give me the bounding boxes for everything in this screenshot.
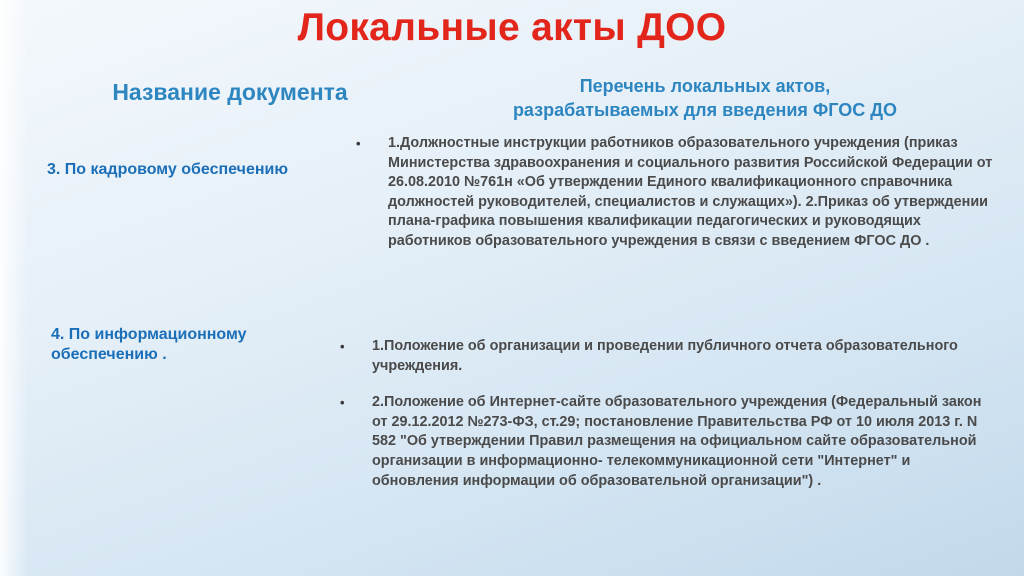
column-header-document-name: Название документа: [112, 79, 348, 105]
list-item: [340, 393, 1000, 491]
bullet-icon: •: [340, 395, 345, 411]
list-item: [340, 337, 1000, 376]
list-item-text: 1.Должностные инструкции работников образовательного учреждения (приказ Министерства здравоохранения и социального развития Российской Федерации от 26.08.2010 №761н «Об утверждении Единого квалификационного справочника должностей руководителей, специалистов и служащих»). 2.Приказ об утверждении плана-графика повышения квалификации педагогических и руководящих работников образовательного учреждения в связи с введением ФГОС ДО .: [388, 135, 993, 249]
staffing-acts-list: [356, 134, 1006, 252]
bullet-icon: •: [340, 339, 345, 354]
section-label-staffing: 3. По кадровому обеспечению: [47, 161, 289, 178]
column-header-line: Перечень локальных актов,: [579, 76, 831, 96]
list-item-text: 1.Положение об организации и проведении публичного отчета образовательного учреждения.: [372, 338, 958, 374]
bullet-icon: •: [356, 136, 361, 151]
section-label-information: 4. По информационному обеспечению .: [51, 326, 247, 363]
column-header-line: разрабатываемых для введения ФГОС ДО: [512, 100, 898, 120]
column-header-local-acts: [450, 74, 960, 122]
slide-edge-highlight: [0, 0, 28, 576]
list-item: [356, 134, 1006, 252]
list-item-text: 2.Положение об Интернет-сайте образовательного учреждения (Федеральный закон от 29.12.2012 №273-ФЗ, ст.29; постановление Правительства РФ от 10 июля 2013 г. N 582 "Об утверждении Правил размещения на официальном сайте образовательной организации в информационно- телекоммуникационной сети "Интернет" и обновления информации об образовательной организации") .: [372, 394, 982, 489]
slide-title: Локальные акты ДОО: [297, 6, 727, 49]
information-acts-list: [340, 337, 1000, 491]
